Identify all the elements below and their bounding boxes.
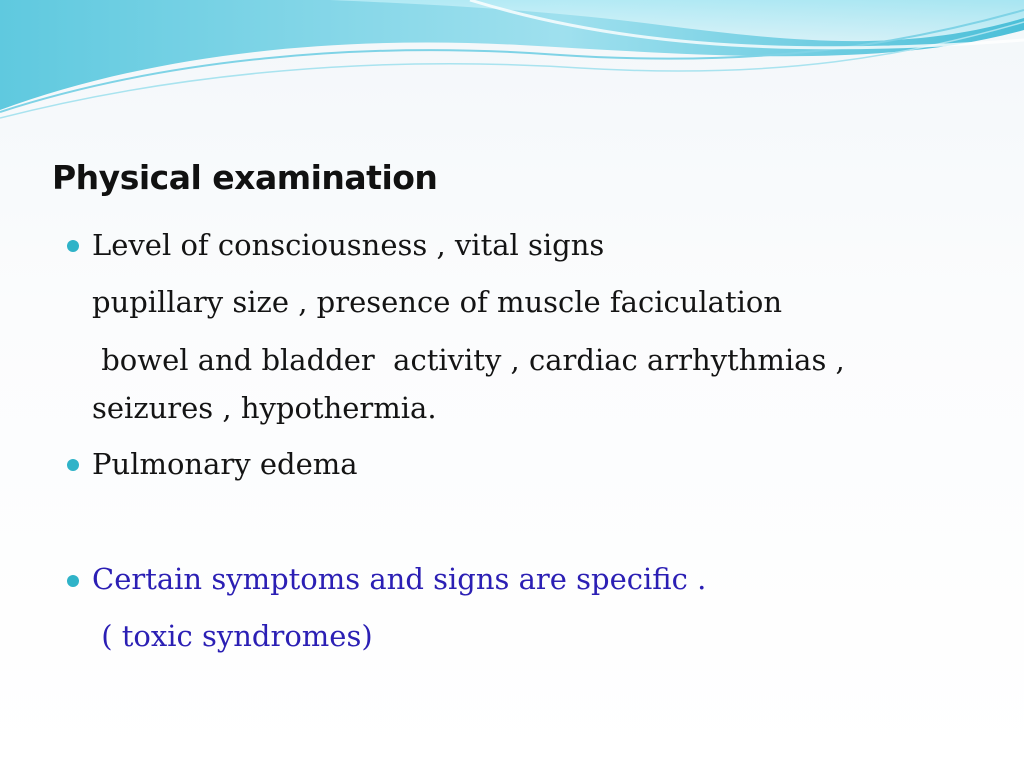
bullet-marker: [67, 459, 79, 471]
bullet-marker: [67, 240, 79, 252]
bullet-3-line-2: ( toxic syndromes): [92, 619, 373, 653]
bullet-1-line-4: seizures , hypothermia.: [92, 391, 437, 425]
bullet-3-line-1: Certain symptoms and signs are specific .: [92, 562, 707, 596]
bullet-2-line-1: Pulmonary edema: [92, 447, 358, 481]
bullet-1-line-2: pupillary size , presence of muscle faciculation: [92, 285, 783, 319]
slide-title: Physical examination: [52, 158, 438, 197]
bullet-1-line-1: Level of consciousness , vital signs: [92, 228, 605, 262]
bullet-marker: [67, 575, 79, 587]
header-wave-decoration: [0, 0, 1024, 130]
bullet-1-line-3: bowel and bladder activity , cardiac arrhythmias ,: [92, 343, 845, 377]
